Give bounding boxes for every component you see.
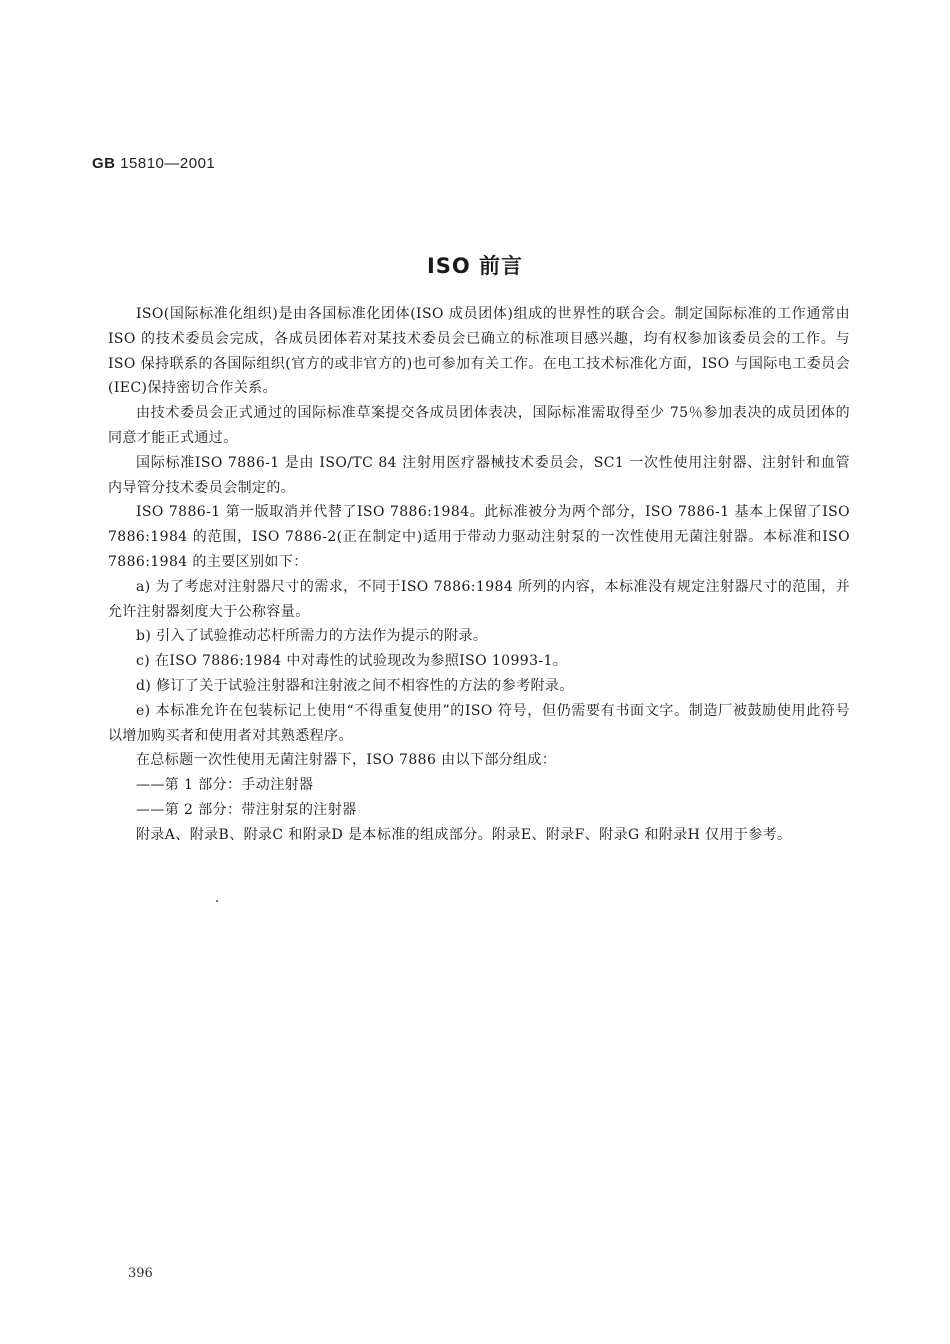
standard-code-number: 15810—2001 <box>120 155 216 172</box>
part-2-item: ——第 2 部分：带注射泵的注射器 <box>136 801 357 818</box>
paragraph-iso-intro: ISO(国际标准化组织)是由各国标准化团体(ISO 成员团体)组成的世界性的联合会。制定国际标准的工作通常由ISO 的技术委员会完成，各成员团体若对某技术委员会已确立的标准项目感兴趣，均有权参加该委员会的工作。与ISO 保持联系的各国际组织(官方的或非官方的)也可参加有关工作。在电工技术标准化方面，ISO 与国际电工委员会(IEC)保持密切合作关系。 <box>108 306 850 397</box>
list-item-e: e) 本标准允许在包装标记上使用“不得重复使用”的ISO 符号，但仍需要有书面文字。制造厂被鼓励使用此符号以增加购买者和使用者对其熟悉程序。 <box>108 702 850 744</box>
list-item-c: c) 在ISO 7886:1984 中对毒性的试验现改为参照ISO 10993-1。 <box>136 653 568 670</box>
page-title: ISO 前言 <box>426 254 524 278</box>
list-item-d: d) 修订了关于试验注射器和注射液之间不相容性的方法的参考附录。 <box>136 677 574 694</box>
standard-code <box>92 155 215 172</box>
paragraph-edition: ISO 7886-1 第一版取消并代替了ISO 7886:1984。此标准被分为两个部分，ISO 7886-1 基本上保留了ISO 7886:1984 的范围，ISO 7886-2(正在制定中)适用于带动力驱动注射泵的一次性使用无菌注射器。本标准和ISO 7886:1984 的主要区别如下： <box>108 504 850 570</box>
paragraph-voting: 由技术委员会正式通过的国际标准草案提交各成员团体表决，国际标准需取得至少 75％参加表决的成员团体的同意才能正式通过。 <box>108 405 850 446</box>
list-item-b: b) 引入了试验推动芯杆所需力的方法作为提示的附录。 <box>136 628 488 645</box>
part-1-item: ——第 1 部分：手动注射器 <box>136 777 314 794</box>
page-number: 396 <box>128 1266 153 1281</box>
standard-code-prefix: GB <box>92 155 116 172</box>
scan-speck <box>216 900 218 902</box>
paragraph-annexes: 附录A、附录B、附录C 和附录D 是本标准的组成部分。附录E、附录F、附录G 和附录H 仅用于参考。 <box>136 826 792 843</box>
list-item-a: a) 为了考虑对注射器尺寸的需求，不同于ISO 7886:1984 所列的内容，本标准没有规定注射器尺寸的范围，并允许注射器刻度大于公称容量。 <box>108 578 850 620</box>
paragraph-parts-intro: 在总标题一次性使用无菌注射器下，ISO 7886 由以下部分组成： <box>136 752 557 769</box>
document-body <box>108 302 850 848</box>
paragraph-committee: 国际标准ISO 7886-1 是由 ISO/TC 84 注射用医疗器械技术委员会，SC1 一次性使用注射器、注射针和血管内导管分技术委员会制定的。 <box>108 454 850 496</box>
